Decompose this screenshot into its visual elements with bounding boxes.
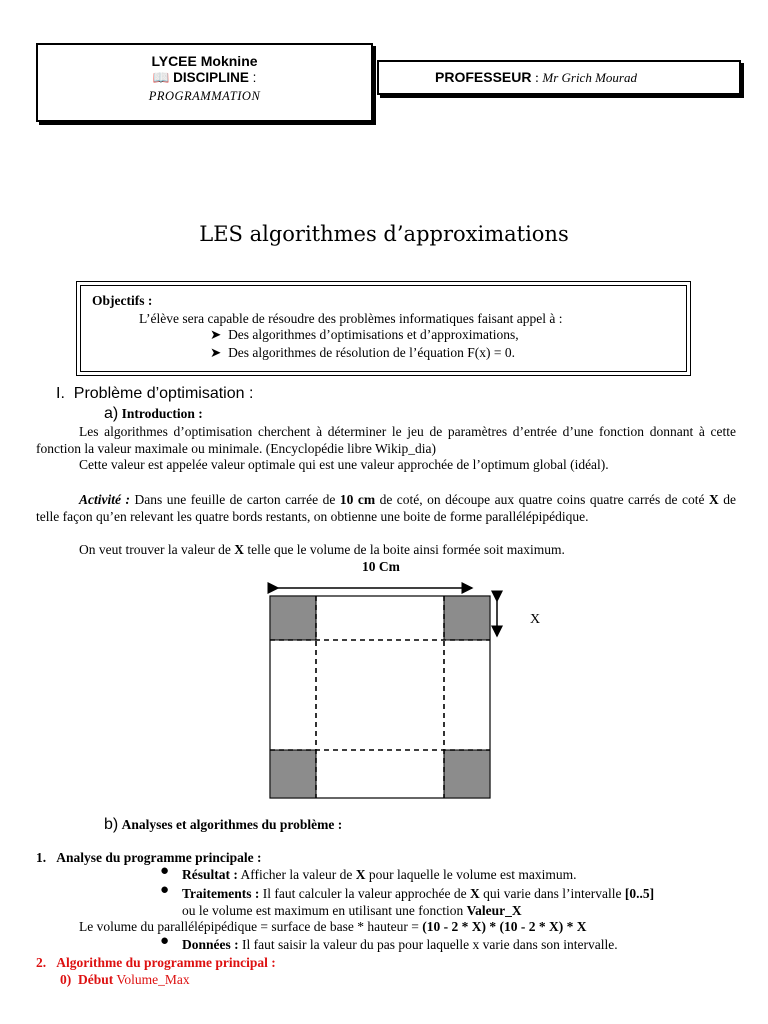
subsection-letter: b) [104,816,119,833]
step-number: 0) [60,972,72,987]
discipline-sep: : [248,70,257,85]
professor-line [435,69,637,87]
professor-label: PROFESSEUR [435,69,532,85]
figure-side-label: X [530,612,541,627]
volume-formula: (10 - 2 * X) * (10 - 2 * X) * X [422,919,587,934]
processing-text: qui varie dans l’intervalle [479,886,625,901]
result-label: Résultat : [182,867,238,882]
objectives-item-text: Des algorithmes de résolution de l’équation F(x) = 0. [228,345,515,360]
page-title: LES algorithmes d’approximations [199,222,569,246]
goal-text: telle que le volume de la boite ainsi formée soit maximum. [243,542,565,557]
section-title: Problème d’optimisation : [73,385,254,402]
data-text: Il faut saisir la valeur du pas pour laquelle x varie dans son intervalle. [238,937,618,952]
processing-interval: [0..5] [624,886,655,901]
professor-box [377,60,741,95]
analysis-title: Analyse du programme principale : [56,850,262,865]
algorithm-number: 2. [36,955,47,970]
volume-line [79,919,586,935]
algorithm-step [60,972,190,988]
objectives-heading: Objectifs : [92,293,153,308]
goal-text: On veut trouver la valeur de [79,542,235,557]
result-line [182,867,577,883]
bullet-icon: ● [160,882,170,898]
activity-text: de telle façon qu’en relevant les quatre bords restants, on obtienne une boite de forme parallélépipédique. [36,492,736,524]
figure-width-label: 10 Cm [362,559,400,574]
professor-sep: : [531,71,543,86]
intro-paragraph: Les algorithmes d’optimisation cherchent à déterminer le jeu de paramètres d’entrée d’une fonction donnant à cette fonction la valeur maximale ou minimale. (Encyclopédie libre Wikip_dia) [36,424,736,456]
box-net-figure [260,578,510,808]
arrow-bullet-icon: ➤ [210,345,222,360]
bullet-icon: ● [160,933,170,949]
algorithm-title: Algorithme du programme principal : [56,955,276,970]
subsection-title: Analyses et algorithmes du problème : [121,817,343,832]
activity-bold: X [709,492,719,507]
activity-label: Activité : [79,492,130,507]
subsection-b-heading [104,816,342,834]
subsection-title: Introduction : [121,406,203,421]
activity-bold: 10 cm [339,492,376,507]
bullet-icon: ● [160,863,170,879]
goal-bold: X [234,542,244,557]
result-bold: X [355,867,366,882]
processing-label: Traitements : [182,886,260,901]
section-number: I. [56,385,65,402]
activity-text: de coté, on découpe aux quatre coins quatre carrés de coté [375,492,709,507]
step-keyword: Début [78,972,114,987]
activity-text: Dans une feuille de carton carrée de [129,492,340,507]
corner-square [444,750,490,798]
processing-bold: X [470,886,480,901]
processing-text: ou le volume est maximum en utilisant une fonction [182,903,467,918]
corner-square [270,596,316,640]
school-name: LYCEE Moknine [151,53,258,69]
section-heading [56,385,253,403]
objectives-item [210,327,519,343]
analysis-number: 1. [36,850,47,865]
analysis-heading [36,850,262,866]
data-label: Données : [182,937,239,952]
goal-paragraph [79,542,565,558]
objectives-item [210,345,515,361]
discipline-label: DISCIPLINE [173,70,249,85]
result-text: Afficher la valeur de [237,867,356,882]
subsection-a-heading [104,405,203,423]
objectives-item-text: Des algorithmes d’optimisations et d’approximations, [228,327,519,342]
school-info-box [36,43,373,122]
function-name: Valeur_X [466,903,522,918]
processing-line [182,886,654,902]
arrow-bullet-icon: ➤ [210,327,222,342]
processing-text: Il faut calculer la valeur approchée de [259,886,470,901]
subsection-letter: a) [104,405,119,422]
step-name: Volume_Max [113,972,190,987]
data-line [182,937,618,953]
algorithm-heading [36,955,276,971]
activity-paragraph [36,491,736,525]
discipline-value: PROGRAMMATION [148,89,261,103]
volume-text: Le volume du parallélépipédique = surface de base * hauteur = [79,919,423,934]
corner-square [270,750,316,798]
corner-square [444,596,490,640]
result-text: pour laquelle le volume est maximum. [365,867,577,882]
book-icon: 📖 [152,70,170,85]
objectives-intro: L’élève sera capable de résoudre des problèmes informatiques faisant appel à : [139,311,563,326]
professor-name: Mr Grich Mourad [542,70,637,85]
processing-line-2 [182,903,522,919]
discipline-line [38,70,371,86]
intro-paragraph-2: Cette valeur est appelée valeur optimale qui est une valeur approchée de l’optimum global (idéal). [79,457,609,472]
